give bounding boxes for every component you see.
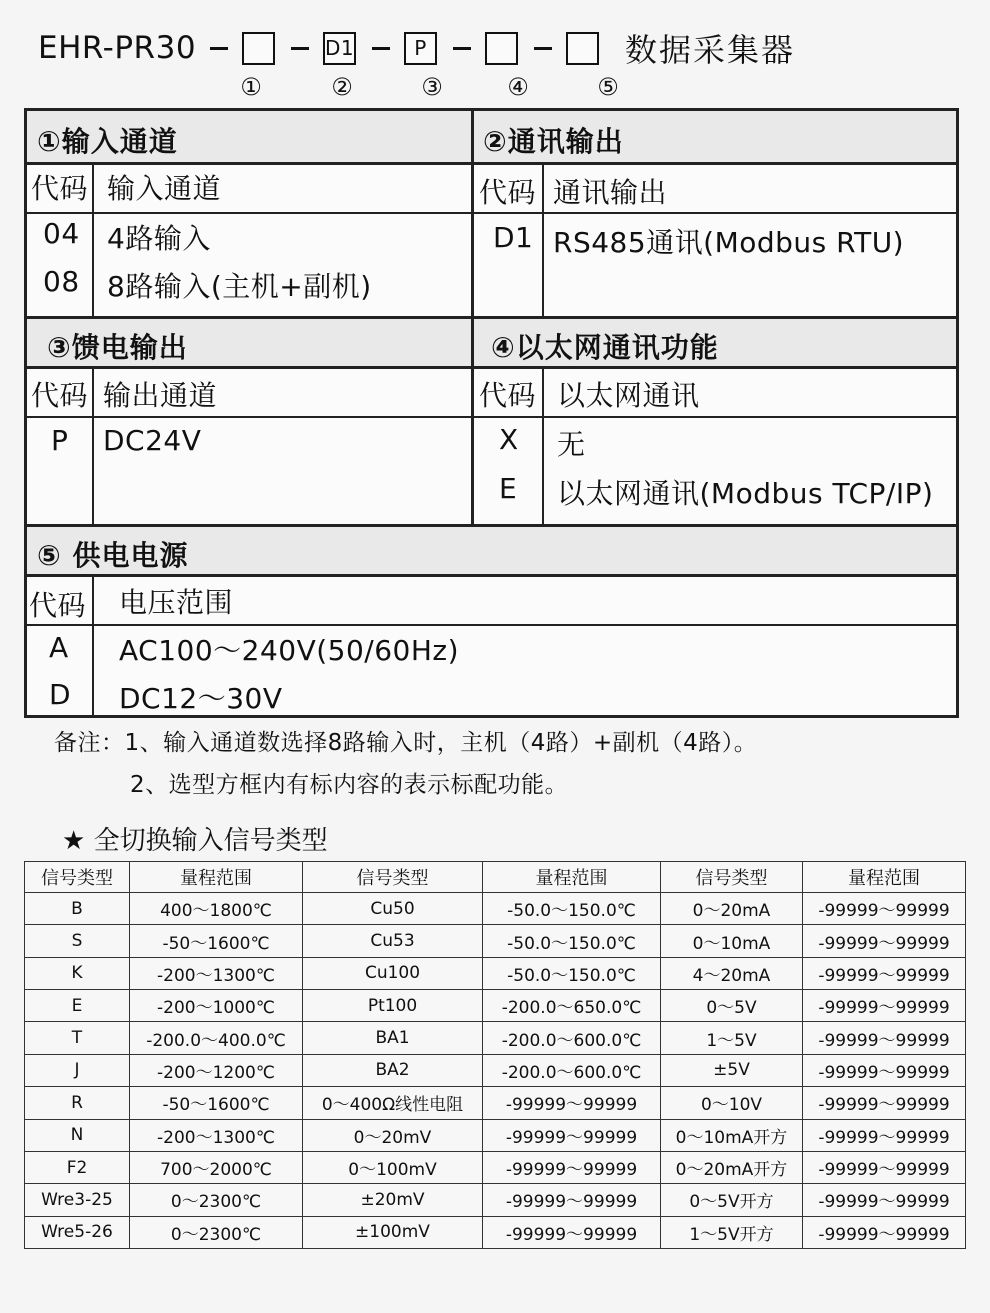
table-cell: -200.0～650.0℃ (483, 990, 661, 1022)
column-header-value: 电压范围 (119, 586, 234, 619)
table-cell: R (25, 1087, 130, 1119)
table-row (25, 925, 966, 957)
table-cell: -99999～99999 (483, 1216, 661, 1248)
table-cell: S (25, 925, 130, 957)
position-marker-4: ④ (507, 73, 529, 101)
column-header-value: 以太网通讯 (557, 379, 700, 412)
grid-line (542, 162, 544, 317)
option-code: D (49, 678, 72, 711)
option-code: A (49, 631, 69, 664)
column-header: 量程范围 (483, 862, 661, 893)
table-cell: 4～20mA (661, 957, 803, 989)
option-desc: DC12～30V (119, 682, 283, 715)
signal-type-table (24, 861, 966, 1249)
column-header-code: 代码 (31, 379, 89, 412)
column-header: 信号类型 (25, 862, 130, 893)
position-marker-5: ⑤ (597, 73, 619, 101)
column-header: 信号类型 (303, 862, 483, 893)
table-cell: -99999～99999 (803, 990, 966, 1022)
table-cell: B (25, 893, 130, 925)
table-cell: BA1 (303, 1022, 483, 1054)
table-cell: 0～10V (661, 1087, 803, 1119)
table-cell: 1～5V开方 (661, 1216, 803, 1248)
table-cell: -200～1200℃ (130, 1054, 303, 1086)
table-row (25, 1119, 966, 1151)
column-header-value: 输入通道 (107, 172, 222, 205)
table-cell: ±5V (661, 1054, 803, 1086)
grid-line (27, 316, 956, 319)
table-cell: 400～1800℃ (130, 893, 303, 925)
table-cell: F2 (25, 1151, 130, 1183)
dash-separator (372, 47, 390, 50)
column-header-code: 代码 (479, 176, 537, 209)
table-cell: 0～10mA (661, 925, 803, 957)
option-code: D1 (493, 221, 534, 254)
grid-line (92, 366, 94, 526)
section-title-feed-output: ③馈电输出 (47, 331, 188, 364)
table-cell: Wre5-26 (25, 1216, 130, 1248)
table-cell: -99999～99999 (483, 1151, 661, 1183)
table-row (25, 1216, 966, 1248)
table-cell: J (25, 1054, 130, 1086)
table-cell: 700～2000℃ (130, 1151, 303, 1183)
table-cell: -200.0～600.0℃ (483, 1054, 661, 1086)
grid-line (542, 366, 544, 526)
table-cell: -99999～99999 (803, 1151, 966, 1183)
table-cell: 0～100mV (303, 1151, 483, 1183)
column-header-value: 通讯输出 (553, 176, 668, 209)
table-row (25, 1184, 966, 1216)
table-cell: -99999～99999 (803, 1216, 966, 1248)
table-cell: BA2 (303, 1054, 483, 1086)
table-row (25, 957, 966, 989)
grid-line (27, 162, 956, 165)
table-cell: -99999～99999 (483, 1119, 661, 1151)
table-cell: -99999～99999 (803, 1054, 966, 1086)
signal-table-title: ★ 全切换输入信号类型 (62, 826, 328, 856)
option-desc: DC24V (103, 424, 202, 457)
table-cell: -50～1600℃ (130, 1087, 303, 1119)
table-cell: -99999～99999 (803, 1087, 966, 1119)
table-row (25, 1022, 966, 1054)
table-cell: ±20mV (303, 1184, 483, 1216)
option-box-3: P (404, 32, 437, 65)
table-cell: -200～1300℃ (130, 1119, 303, 1151)
column-header: 量程范围 (130, 862, 303, 893)
grid-line (27, 574, 956, 577)
column-header-code: 代码 (31, 172, 89, 205)
table-cell: -200.0～600.0℃ (483, 1022, 661, 1054)
section-title-comm-output: ②通讯输出 (483, 125, 624, 158)
table-cell: -99999～99999 (803, 1022, 966, 1054)
table-cell: -200.0～400.0℃ (130, 1022, 303, 1054)
dash-separator (534, 47, 552, 50)
grid-line (27, 524, 956, 527)
column-header-code: 代码 (479, 379, 537, 412)
option-code: X (499, 423, 519, 456)
option-desc: RS485通讯(Modbus RTU) (553, 226, 905, 259)
grid-line (27, 366, 956, 369)
table-cell: -99999～99999 (803, 1184, 966, 1216)
option-code: P (51, 424, 69, 457)
table-cell: Cu50 (303, 893, 483, 925)
table-cell: ±100mV (303, 1216, 483, 1248)
table-cell: -200～1000℃ (130, 990, 303, 1022)
dash-separator (210, 47, 228, 50)
table-row (25, 1151, 966, 1183)
table-cell: 0～20mV (303, 1119, 483, 1151)
grid-line (92, 574, 94, 717)
table-cell: Cu100 (303, 957, 483, 989)
table-cell: 0～20mA开方 (661, 1151, 803, 1183)
note-1: 备注：1、输入通道数选择8路输入时，主机（4路）+副机（4路）。 (54, 730, 758, 756)
table-cell: K (25, 957, 130, 989)
option-box-2: D1 (323, 32, 356, 65)
option-code: 08 (43, 265, 80, 298)
column-header: 信号类型 (661, 862, 803, 893)
grid-line (27, 212, 956, 214)
option-code: E (499, 472, 518, 505)
table-cell: -50.0～150.0℃ (483, 893, 661, 925)
grid-line (92, 162, 94, 317)
table-cell: E (25, 990, 130, 1022)
table-cell: -99999～99999 (803, 957, 966, 989)
grid-line (27, 624, 956, 626)
table-cell: N (25, 1119, 130, 1151)
column-header-value: 输出通道 (103, 379, 218, 412)
section-title-power-supply: ⑤ 供电电源 (37, 539, 189, 572)
column-header: 量程范围 (803, 862, 966, 893)
table-cell: 0～20mA (661, 893, 803, 925)
option-desc: 4路输入 (107, 222, 211, 255)
table-cell: -50.0～150.0℃ (483, 925, 661, 957)
table-row (25, 1054, 966, 1086)
product-name: 数据采集器 (625, 31, 796, 69)
section-title-ethernet: ④以太网通讯功能 (491, 331, 719, 364)
table-cell: 1～5V (661, 1022, 803, 1054)
table-cell: Pt100 (303, 990, 483, 1022)
column-header-code: 代码 (29, 589, 87, 622)
table-cell: -200～1300℃ (130, 957, 303, 989)
option-box-5 (566, 32, 599, 65)
table-cell: -50.0～150.0℃ (483, 957, 661, 989)
table-cell: 0～400Ω线性电阻 (303, 1087, 483, 1119)
table-cell: Cu53 (303, 925, 483, 957)
table-row (25, 893, 966, 925)
option-box-4 (485, 32, 518, 65)
table-cell: -50～1600℃ (130, 925, 303, 957)
table-cell: -99999～99999 (483, 1184, 661, 1216)
option-desc: 无 (557, 428, 586, 461)
table-row (25, 990, 966, 1022)
option-box-1 (242, 32, 275, 65)
table-cell: 0～2300℃ (130, 1216, 303, 1248)
table-cell: -99999～99999 (803, 925, 966, 957)
grid-line (471, 111, 474, 527)
table-header-row (25, 862, 966, 893)
table-row (25, 1087, 966, 1119)
table-cell: 0～2300℃ (130, 1184, 303, 1216)
dash-separator (453, 47, 471, 50)
table-cell: -99999～99999 (483, 1087, 661, 1119)
option-grid (24, 108, 959, 718)
grid-line (27, 416, 956, 418)
position-marker-3: ③ (421, 73, 443, 101)
model-code-line (38, 26, 795, 70)
table-cell: 0～5V (661, 990, 803, 1022)
table-cell: 0～10mA开方 (661, 1119, 803, 1151)
model-prefix: EHR-PR30 (38, 30, 197, 66)
table-cell: -99999～99999 (803, 1119, 966, 1151)
position-marker-1: ① (240, 73, 262, 101)
option-code: 04 (43, 217, 80, 250)
section-title-input-channel: ①输入通道 (37, 125, 178, 158)
table-cell: Wre3-25 (25, 1184, 130, 1216)
table-cell: -99999～99999 (803, 893, 966, 925)
dash-separator (291, 47, 309, 50)
option-desc: 以太网通讯(Modbus TCP/IP) (557, 477, 934, 510)
note-2: 2、选型方框内有标内容的表示标配功能。 (130, 772, 569, 798)
table-cell: T (25, 1022, 130, 1054)
table-cell: 0～5V开方 (661, 1184, 803, 1216)
signal-table-body (25, 893, 966, 1249)
option-desc: 8路输入(主机+副机) (107, 270, 372, 303)
position-marker-2: ② (331, 73, 353, 101)
option-desc: AC100～240V(50/60Hz) (119, 634, 460, 667)
